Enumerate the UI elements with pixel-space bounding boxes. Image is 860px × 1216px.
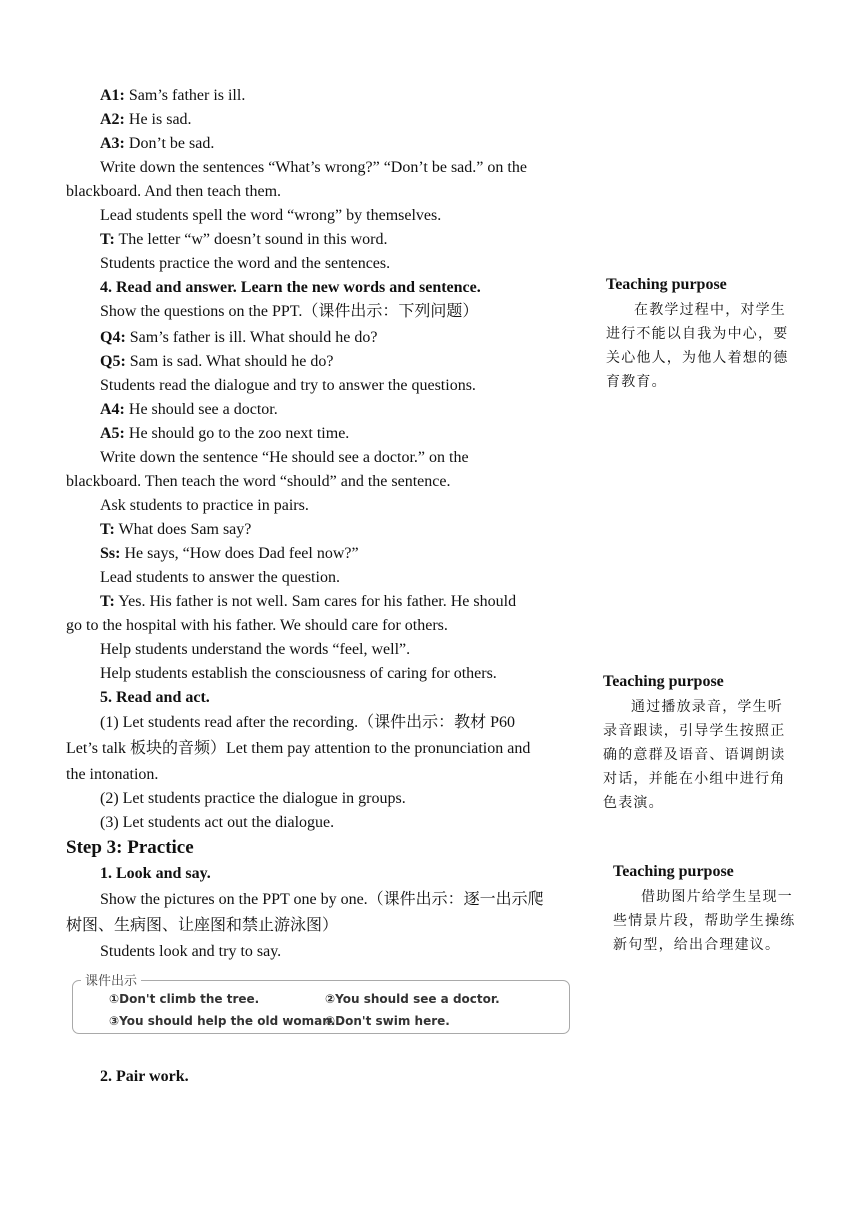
answer-a1-line: A1: Sam’s father is ill. [100, 87, 246, 104]
paragraph-line: Ask students to practice in pairs. [100, 497, 309, 514]
paragraph-line: Show the pictures on the PPT one by one.（课件出示：逐一出示爬 [100, 891, 544, 908]
courseware-item: ①Don't climb the tree. [109, 992, 260, 1006]
paragraph-line: Students practice the word and the sentences. [100, 255, 391, 272]
question-q4-line: Q4: Sam’s father is ill. What should he do? [100, 329, 378, 346]
answer-a5-line: A5: He should go to the zoo next time. [100, 425, 350, 442]
teaching-purpose-body: 借助图片给学生呈现一些情景片段，帮助学生操练新句型，给出合理建议。 [613, 889, 796, 953]
paragraph-line: (2) Let students practice the dialogue in groups. [100, 790, 406, 807]
paragraph-line: Help students establish the consciousness of caring for others. [100, 665, 497, 682]
paragraph-line: go to the hospital with his father. We should care for others. [66, 617, 448, 634]
paragraph-line: Write down the sentence “He should see a doctor.” on the [100, 449, 469, 466]
paragraph-line: blackboard. And then teach them. [66, 183, 282, 200]
question-q5-line: Q5: Sam is sad. What should he do? [100, 353, 334, 370]
paragraph-line: 树图、生病图、让座图和禁止游泳图） [66, 917, 339, 934]
paragraph-line: Let’s talk 板块的音频）Let them pay attention to the pronunciation and [66, 740, 531, 757]
courseware-box [72, 974, 570, 1034]
teacher-line: T: The letter “w” doesn’t sound in this word. [100, 231, 388, 248]
section-heading: 1. Look and say. [100, 865, 211, 882]
teaching-purpose-body: 通过播放录音，学生听录音跟读，引导学生按照正确的意群及语音、语调朗读对话，并能在小组中进行角色表演。 [603, 699, 786, 811]
answer-a2-line: A2: He is sad. [100, 111, 192, 128]
students-line: Ss: He says, “How does Dad feel now?” [100, 545, 359, 562]
section-heading: 5. Read and act. [100, 689, 210, 706]
paragraph-line: Students read the dialogue and try to answer the questions. [100, 377, 476, 394]
teaching-purpose-title: Teaching purpose [606, 276, 727, 293]
teacher-line: T: What does Sam say? [100, 521, 252, 538]
paragraph-line: Lead students spell the word “wrong” by themselves. [100, 207, 442, 224]
answer-a4-line: A4: He should see a doctor. [100, 401, 278, 418]
courseware-label: 课件出示 [81, 970, 141, 989]
paragraph-line: Lead students to answer the question. [100, 569, 340, 586]
courseware-item: ②You should see a doctor. [325, 992, 500, 1006]
paragraph-line: Students look and try to say. [100, 943, 282, 960]
section-heading: 4. Read and answer. Learn the new words and sentence. [100, 279, 481, 296]
paragraph-line: Show the questions on the PPT.（课件出示：下列问题） [100, 303, 479, 320]
teacher-line: T: Yes. His father is not well. Sam cares for his father. He should [100, 593, 517, 610]
answer-a3-line: A3: Don’t be sad. [100, 135, 215, 152]
teaching-purpose-title: Teaching purpose [613, 863, 734, 880]
paragraph-line: the intonation. [66, 766, 159, 783]
courseware-item: ④Don't swim here. [325, 1014, 450, 1028]
paragraph-line: blackboard. Then teach the word “should” and the sentence. [66, 473, 451, 490]
paragraph-line: Help students understand the words “feel, well”. [100, 641, 411, 658]
teaching-purpose-title: Teaching purpose [603, 673, 724, 690]
section-heading: 2. Pair work. [100, 1068, 189, 1085]
teaching-purpose-body: 在教学过程中，对学生进行不能以自我为中心，要关心他人，为他人着想的德育教育。 [606, 302, 789, 390]
courseware-item: ③You should help the old woman. [109, 1014, 336, 1028]
paragraph-line: (3) Let students act out the dialogue. [100, 814, 335, 831]
paragraph-line: Write down the sentences “What’s wrong?” “Don’t be sad.” on the [100, 159, 527, 176]
paragraph-line: (1) Let students read after the recording.（课件出示：教材 P60 [100, 714, 516, 731]
step-heading: Step 3: Practice [66, 837, 194, 858]
